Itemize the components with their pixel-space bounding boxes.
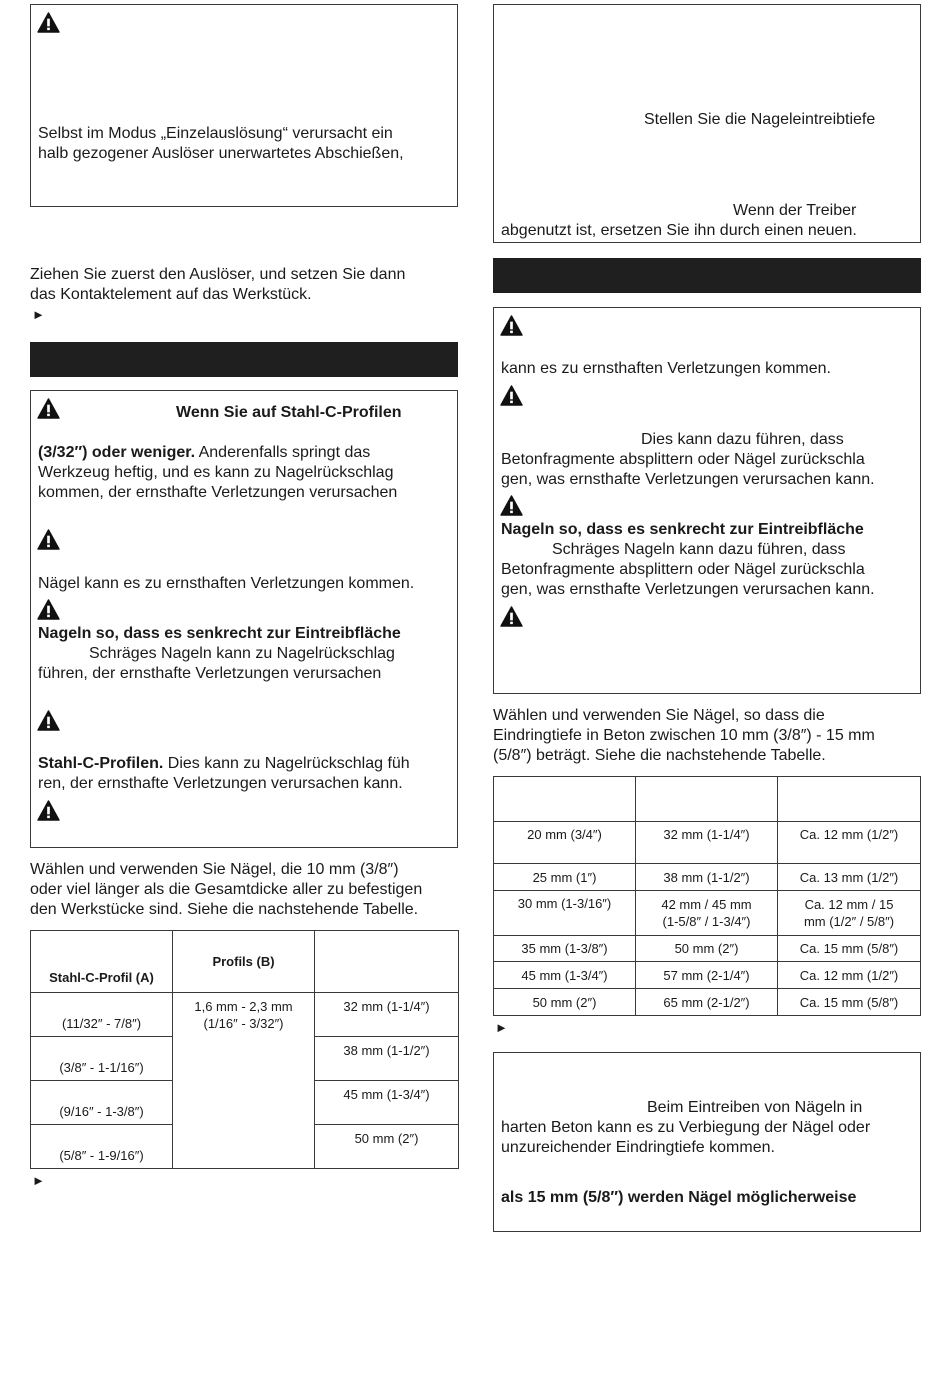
table-row xyxy=(31,931,459,993)
paragraph-text: Wählen und verwenden Sie Nägel, die 10 mm (3/8″) xyxy=(30,861,399,878)
warning-icon xyxy=(37,529,60,550)
steel-nail-table xyxy=(30,930,459,1169)
table-row xyxy=(494,822,921,864)
warning-text: Betonfragmente absplittern oder Nägel zurückschla xyxy=(501,561,865,578)
arrow-marker: ► xyxy=(495,1020,508,1035)
warning-icon xyxy=(37,12,60,33)
table-cell: 35 mm (1-3/8″) xyxy=(494,936,636,962)
warning-text: führen, der ernsthafte Verletzungen verursachen xyxy=(38,665,382,682)
paragraph-text: oder viel länger als die Gesamtdicke aller zu befestigen xyxy=(30,881,423,898)
section-heading-bar xyxy=(30,342,458,377)
table-header-cell: Stahl-C-Profil (A) xyxy=(31,931,173,993)
warning-text-bold: Nageln so, dass es senkrecht zur Eintreibfläche xyxy=(501,521,864,538)
box-text-bold: als 15 mm (5/8″) werden Nägel möglicherweise xyxy=(501,1189,857,1206)
warning-text: halb gezogener Auslöser unerwartetes Abschießen, xyxy=(38,145,404,162)
table-cell: 38 mm (1-1/2″) xyxy=(315,1037,459,1081)
table-cell: 45 mm (1-3/4″) xyxy=(494,962,636,989)
table-cell: Ca. 13 mm (1/2″) xyxy=(778,864,921,891)
section-heading-bar xyxy=(493,258,921,293)
warning-text: gen, was ernsthafte Verletzungen verursachen kann. xyxy=(501,581,875,598)
paragraph-text: Eindringtiefe in Beton zwischen 10 mm (3/8″) - 15 mm xyxy=(493,727,875,744)
warning-box-trigger xyxy=(30,4,458,207)
table-row xyxy=(494,936,921,962)
table-cell: 57 mm (2-1/4″) xyxy=(636,962,778,989)
warning-icon xyxy=(37,800,60,821)
paragraph-text: Wählen und verwenden Sie Nägel, so dass die xyxy=(493,707,825,724)
box-text: unzureichender Eindringtiefe kommen. xyxy=(501,1139,775,1156)
warning-text: Stahl-C-Profilen. Dies kann zu Nagelrückschlag füh xyxy=(38,755,410,772)
paragraph-text: das Kontaktelement auf das Werkstück. xyxy=(30,286,312,303)
warning-text: kann es zu ernsthaften Verletzungen kommen. xyxy=(501,360,831,377)
table-cell: 45 mm (1-3/4″) xyxy=(315,1081,459,1125)
box-text: Wenn der Treiber xyxy=(733,202,857,219)
concrete-nail-table xyxy=(493,776,921,1016)
warning-text: Betonfragmente absplittern oder Nägel zurückschla xyxy=(501,451,865,468)
table-cell: 32 mm (1-1/4″) xyxy=(315,993,459,1037)
table-header-cell xyxy=(315,931,459,993)
warning-icon xyxy=(37,398,60,419)
table-cell: Ca. 15 mm (5/8″) xyxy=(778,989,921,1016)
table-row xyxy=(494,777,921,822)
table-header-cell: Profils (B) xyxy=(173,931,315,993)
warning-text-bold: Nageln so, dass es senkrecht zur Eintreibfläche xyxy=(38,625,401,642)
box-text: harten Beton kann es zu Verbiegung der Nägel oder xyxy=(501,1119,871,1136)
warning-icon xyxy=(500,385,523,406)
table-cell: 25 mm (1″) xyxy=(494,864,636,891)
paragraph-text: Ziehen Sie zuerst den Auslöser, und setzen Sie dann xyxy=(30,266,406,283)
table-cell: (9/16″ - 1-3/8″) xyxy=(31,1081,173,1125)
table-cell: 65 mm (2-1/2″) xyxy=(636,989,778,1016)
table-cell: 30 mm (1-3/16″) xyxy=(494,891,636,936)
table-cell: 42 mm / 45 mm (1-5/8″ / 1-3/4″) xyxy=(636,891,778,936)
table-cell: 50 mm (2″) xyxy=(636,936,778,962)
table-cell: Ca. 12 mm / 15 mm (1/2″ / 5/8″) xyxy=(778,891,921,936)
box-text: Stellen Sie die Nageleintreibtiefe xyxy=(644,111,876,128)
paragraph-text: den Werkstücke sind. Siehe die nachstehende Tabelle. xyxy=(30,901,419,918)
table-cell: 50 mm (2″) xyxy=(494,989,636,1016)
warning-icon xyxy=(500,495,523,516)
table-row xyxy=(494,864,921,891)
table-row xyxy=(494,989,921,1016)
warning-text: Werkzeug heftig, und es kann zu Nagelrückschlag xyxy=(38,464,394,481)
box-text: abgenutzt ist, ersetzen Sie ihn durch einen neuen. xyxy=(501,222,857,239)
warning-text: Schräges Nageln kann dazu führen, dass xyxy=(552,541,846,558)
warning-text: kommen, der ernsthafte Verletzungen verursachen xyxy=(38,484,398,501)
table-header-cell xyxy=(636,777,778,822)
table-row xyxy=(494,891,921,936)
warning-text: Dies kann dazu führen, dass xyxy=(641,431,844,448)
table-cell: Ca. 12 mm (1/2″) xyxy=(778,822,921,864)
table-header-cell xyxy=(778,777,921,822)
table-cell: 38 mm (1-1/2″) xyxy=(636,864,778,891)
table-cell: 1,6 mm - 2,3 mm (1/16″ - 3/32″) xyxy=(173,993,315,1169)
box-text: Beim Eintreiben von Nägeln in xyxy=(647,1099,863,1116)
warning-text: (3/32″) oder weniger. Anderenfalls springt das xyxy=(38,444,371,461)
table-cell: 32 mm (1-1/4″) xyxy=(636,822,778,864)
table-cell: 20 mm (3/4″) xyxy=(494,822,636,864)
table-cell: Ca. 15 mm (5/8″) xyxy=(778,936,921,962)
table-cell: (3/8″ - 1-1/16″) xyxy=(31,1037,173,1081)
warning-text: Selbst im Modus „Einzelauslösung“ verursacht ein xyxy=(38,125,393,142)
warning-icon xyxy=(37,599,60,620)
table-row xyxy=(494,962,921,989)
warning-text: ren, der ernsthafte Verletzungen verursachen kann. xyxy=(38,775,403,792)
arrow-marker: ► xyxy=(32,307,45,322)
warning-icon xyxy=(500,606,523,627)
arrow-marker: ► xyxy=(32,1173,45,1188)
table-row xyxy=(31,993,459,1037)
warning-icon xyxy=(37,710,60,731)
warning-text: gen, was ernsthafte Verletzungen verursachen kann. xyxy=(501,471,875,488)
table-cell: Ca. 12 mm (1/2″) xyxy=(778,962,921,989)
warning-icon xyxy=(500,315,523,336)
warning-text: Schräges Nageln kann zu Nagelrückschlag xyxy=(89,645,395,662)
paragraph-text: (5/8″) beträgt. Siehe die nachstehende Tabelle. xyxy=(493,747,826,764)
table-cell: (5/8″ - 1-9/16″) xyxy=(31,1125,173,1169)
table-header-cell xyxy=(494,777,636,822)
table-cell: 50 mm (2″) xyxy=(315,1125,459,1169)
warning-text-bold: Wenn Sie auf Stahl-C-Profilen xyxy=(176,404,402,421)
table-cell: (11/32″ - 7/8″) xyxy=(31,993,173,1037)
warning-text: Nägel kann es zu ernsthaften Verletzungen kommen. xyxy=(38,575,415,592)
